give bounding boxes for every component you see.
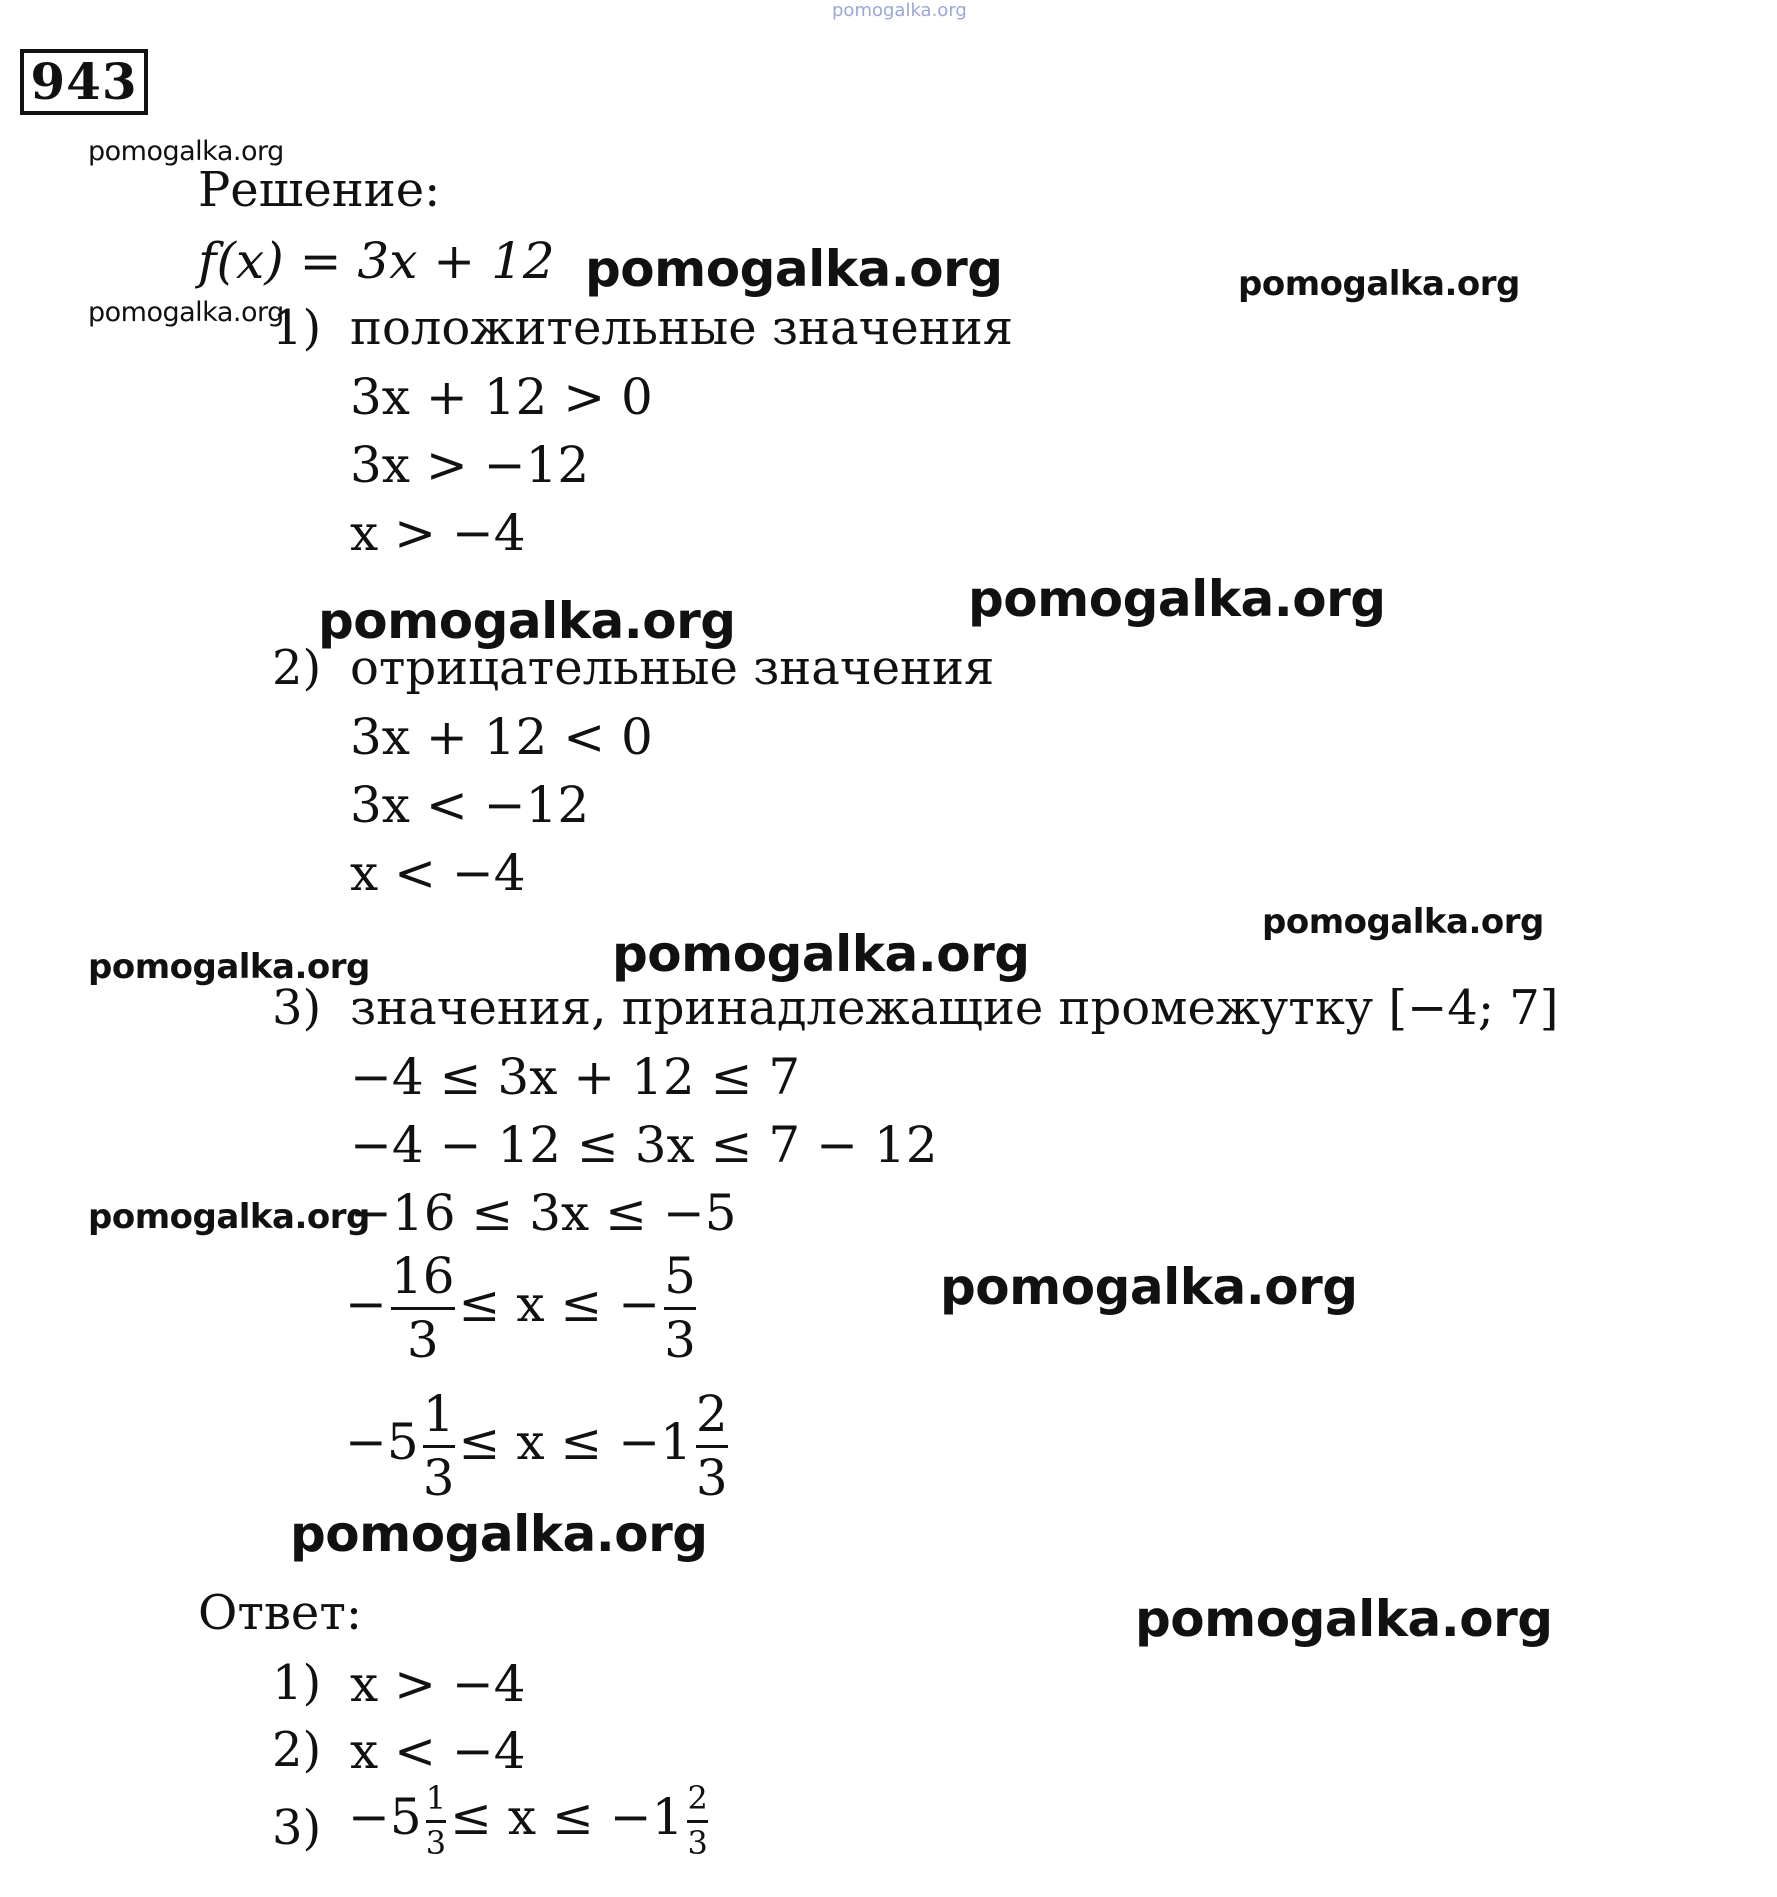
part1-line: x > −4 bbox=[350, 504, 526, 562]
denominator: 3 bbox=[422, 1448, 455, 1507]
part3-title: значения, принадлежащие промежутку [−4; 7] bbox=[350, 980, 1559, 1036]
fraction-bar bbox=[423, 1445, 455, 1448]
part3-mixed-inequality bbox=[345, 1385, 732, 1507]
answer-label: 3) bbox=[272, 1800, 322, 1856]
fraction-bar bbox=[664, 1307, 696, 1310]
problem-number-box: 943 bbox=[20, 49, 148, 115]
answer-item: x < −4 bbox=[350, 1722, 526, 1780]
part2-line: x < −4 bbox=[350, 844, 526, 902]
mixed-whole: −5 bbox=[345, 1413, 419, 1471]
numerator: 16 bbox=[390, 1247, 455, 1305]
fraction bbox=[425, 1779, 447, 1862]
numerator: 2 bbox=[695, 1385, 728, 1443]
function-definition: f(x) = 3x + 12 bbox=[198, 232, 555, 290]
fraction bbox=[664, 1247, 696, 1369]
watermark: pomogalka.org bbox=[940, 1258, 1358, 1316]
fraction-bar bbox=[391, 1307, 455, 1310]
watermark: pomogalka.org bbox=[612, 925, 1030, 983]
watermark: pomogalka.org bbox=[290, 1505, 708, 1563]
numerator: 1 bbox=[422, 1385, 455, 1443]
part1-line: 3x + 12 > 0 bbox=[350, 368, 653, 426]
watermark: pomogalka.org bbox=[1135, 1590, 1553, 1648]
numerator: 5 bbox=[664, 1247, 696, 1305]
solution-heading: Решение: bbox=[198, 162, 441, 218]
numerator: 1 bbox=[425, 1779, 447, 1817]
watermark: pomogalka.org bbox=[88, 1197, 370, 1237]
fraction-bar bbox=[687, 1820, 707, 1823]
mixed-middle: ≤ x ≤ bbox=[458, 1413, 619, 1471]
fraction-bar bbox=[696, 1445, 728, 1448]
watermark: pomogalka.org bbox=[585, 240, 1003, 298]
fraction bbox=[687, 1779, 708, 1862]
fraction-prefix: − bbox=[345, 1275, 387, 1333]
mixed-whole: −5 bbox=[348, 1788, 422, 1847]
watermark: pomogalka.org bbox=[88, 297, 284, 328]
denominator: 3 bbox=[425, 1823, 447, 1862]
answer-label: 2) bbox=[272, 1722, 322, 1778]
part3-line: −16 ≤ 3x ≤ −5 bbox=[350, 1184, 737, 1242]
part3-line: −4 − 12 ≤ 3x ≤ 7 − 12 bbox=[350, 1116, 938, 1174]
watermark: pomogalka.org bbox=[1238, 264, 1520, 304]
answer-heading: Ответ: bbox=[198, 1585, 363, 1641]
watermark: pomogalka.org bbox=[88, 136, 284, 167]
part1-label: 1) bbox=[272, 300, 322, 356]
mixed-whole: −1 bbox=[609, 1788, 684, 1847]
part1-title: положительные значения bbox=[350, 300, 1014, 356]
denominator: 3 bbox=[406, 1310, 439, 1369]
fraction-middle: ≤ x ≤ − bbox=[458, 1275, 661, 1333]
fraction bbox=[390, 1247, 455, 1369]
part2-title: отрицательные значения bbox=[350, 640, 995, 696]
part2-label: 2) bbox=[272, 640, 322, 696]
answer-item: x > −4 bbox=[350, 1655, 526, 1713]
part2-line: 3x < −12 bbox=[350, 776, 590, 834]
fraction-bar bbox=[426, 1820, 446, 1823]
fraction bbox=[695, 1385, 728, 1507]
denominator: 3 bbox=[695, 1448, 728, 1507]
answer-label: 1) bbox=[272, 1655, 322, 1711]
site-watermark-top: pomogalka.org bbox=[832, 0, 967, 21]
watermark: pomogalka.org bbox=[88, 947, 370, 987]
mixed-whole: −1 bbox=[618, 1413, 692, 1471]
answer-item-mixed bbox=[348, 1779, 712, 1862]
fraction bbox=[422, 1385, 455, 1507]
watermark: pomogalka.org bbox=[1262, 902, 1544, 942]
watermark: pomogalka.org bbox=[968, 570, 1386, 628]
denominator: 3 bbox=[664, 1310, 696, 1369]
part3-label: 3) bbox=[272, 980, 322, 1036]
mixed-middle: ≤ x ≤ bbox=[450, 1788, 610, 1847]
watermark: pomogalka.org bbox=[318, 592, 736, 650]
part3-fraction-inequality bbox=[345, 1247, 700, 1369]
part1-line: 3x > −12 bbox=[350, 436, 590, 494]
part3-line: −4 ≤ 3x + 12 ≤ 7 bbox=[350, 1048, 801, 1106]
denominator: 3 bbox=[687, 1823, 708, 1862]
numerator: 2 bbox=[687, 1779, 708, 1817]
part2-line: 3x + 12 < 0 bbox=[350, 708, 653, 766]
